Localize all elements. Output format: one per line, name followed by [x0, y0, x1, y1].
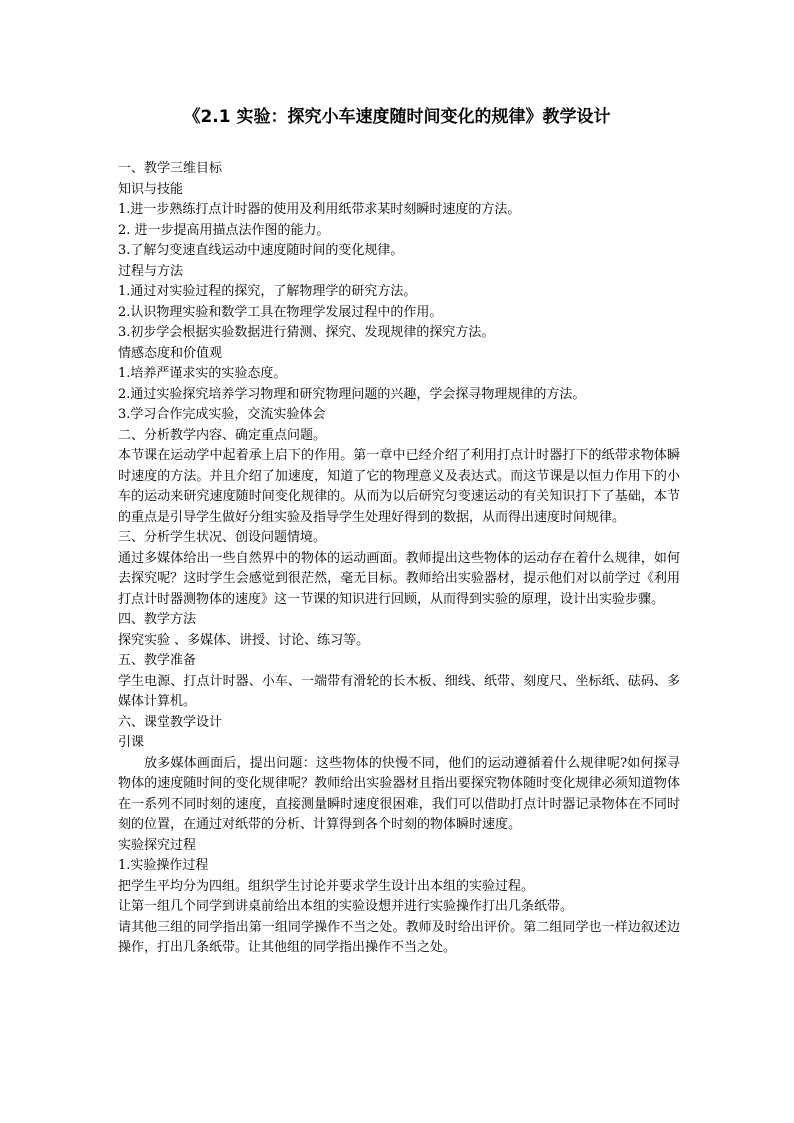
- process-item-2: 2.认识物理实验和数学工具在物理学发展过程中的作用。: [118, 304, 443, 320]
- students-paragraph: 通过多媒体给出一些自然界中的物体的运动画面。教师提出这些物体的运动存在着什么规律，如何去探究呢？这时学生会感觉到很茫然，毫无目标。教师给出实验器材，提示他们对以前学过《利用打点计时器测物体的速度》这一节课的知识进行回顾，从而得到实验的原理，设计出实验步骤。: [118, 550, 680, 607]
- step1-line-2: 让第一组几个同学到讲桌前给出本组的实验设想并进行实验操作打出几条纸带。: [118, 899, 574, 914]
- process-item-1: 1.通过对实验过程的探究，了解物理学的研究方法。: [118, 284, 417, 299]
- subheading-emotion: 情感态度和价值观: [118, 345, 223, 361]
- step1-heading: 1.实验操作过程: [118, 858, 209, 873]
- subheading-intro: 引课: [118, 735, 145, 750]
- section-heading-preparation: 五、教学准备: [118, 653, 197, 668]
- knowledge-item-1: 1.进一步熟练打点计时器的使用及利用纸带求某时刻瞬时速度的方法。: [118, 202, 521, 217]
- subheading-experiment: 实验探究过程: [118, 837, 197, 853]
- subheading-process: 过程与方法: [118, 263, 184, 279]
- intro-paragraph: 放多媒体画面后，提出问题：这些物体的快慢不同，他们的运动遵循着什么规律呢?如何探寻物体的速度随时间的变化规律呢？教师给出实验器材且指出要探究物体随时变化规律必须知道物体在一系列不同时刻的速度，直接测量瞬时速度很困难，我们可以借助打点计时器记录物体在不同时刻的位置，在通过对纸带的分析、计算得到各个时刻的物体瞬时速度。: [118, 755, 680, 832]
- section-heading-objectives: 一、教学三维目标: [118, 161, 223, 176]
- step1-line-1: 把学生平均分为四组。组织学生讨论并要求学生设计出本组的实验过程。: [118, 878, 535, 894]
- preparation-paragraph: 学生电源、打点计时器、小车、一端带有滑轮的长木板、细线、纸带、刻度尺、坐标纸、砝码、多媒体计算机。: [118, 673, 680, 709]
- document-body: [118, 159, 680, 959]
- emotion-item-2: 2.通过实验探究培养学习物理和研究物理问题的兴趣，学会探寻物理规律的方法。: [118, 386, 586, 402]
- process-item-3: 3.初步学会根据实验数据进行猜测、探究、发现规律的探究方法。: [118, 325, 495, 340]
- subheading-knowledge: 知识与技能: [118, 181, 184, 197]
- document-title: 《2.1 实验：探究小车速度随时间变化的规律》教学设计: [183, 107, 611, 127]
- section-heading-content: 二、分析教学内容、确定重点问题。: [118, 427, 327, 443]
- knowledge-item-3: 3.了解匀变速直线运动中速度随时间的变化规律。: [118, 243, 404, 258]
- content-paragraph: 本节课在运动学中起着承上启下的作用。第一章中已经介绍了利用打点计时器打下的纸带求物体瞬时速度的方法。并且介绍了加速度，知道了它的物理意义及表达式。而这节课是以恒力作用下的小车的运动来研究速度随时间变化规律的。从而为以后研究匀变速运动的有关知识打下了基础，本节的重点是引导学生做好分组实验及指导学生处理好得到的数据，从而得出速度时间规律。: [118, 448, 680, 525]
- section-heading-design: 六、课堂教学设计: [118, 714, 223, 730]
- section-heading-methods: 四、教学方法: [118, 612, 197, 627]
- knowledge-item-2: 2. 进一步提高用描点法作图的能力。: [118, 222, 330, 238]
- section-heading-students: 三、分析学生状况、创设问题情境。: [118, 530, 327, 545]
- methods-line: 探究实验 、多媒体、讲授、讨论、练习等。: [118, 632, 370, 648]
- emotion-item-3: 3.学习合作完成实验，交流实验体会: [118, 407, 326, 422]
- emotion-item-1: 1.培养严谨求实的实验态度。: [118, 366, 287, 381]
- step1-paragraph: 请其他三组的同学指出第一组同学操作不当之处。教师及时给出评价。第二组同学也一样边叙述边操作，打出几条纸带。让其他组的同学指出操作不当之处。: [118, 919, 680, 955]
